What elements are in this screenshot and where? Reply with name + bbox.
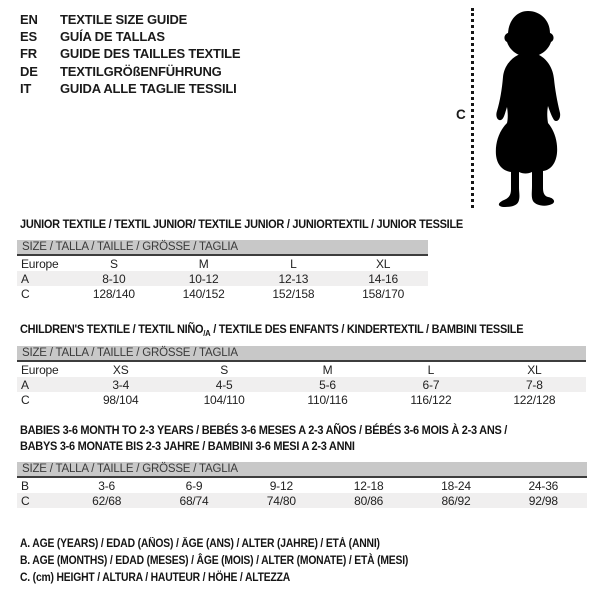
guide-title-en: TEXTILE SIZE GUIDE xyxy=(60,12,188,28)
language-code: ES xyxy=(20,29,37,45)
table-cell: M xyxy=(198,256,209,271)
table-row-europe xyxy=(17,256,428,271)
language-code: FR xyxy=(20,46,37,62)
children-table-title xyxy=(20,322,523,336)
babies-title-line2: BABYS 3-6 MONATE BIS 2-3 JAHRE / BAMBINI 3-6 MESI A 2-3 ANNI xyxy=(20,439,355,453)
legend-line-a: A. AGE (YEARS) / EDAD (AÑOS) / ÂGE (ANS) / ALTER (JAHRE) / ETÀ (ANNI) xyxy=(20,538,380,550)
table-cell: 18-24 xyxy=(441,478,471,493)
table-cell: 74/80 xyxy=(266,493,296,508)
table-cell: S xyxy=(220,362,229,377)
table-row-height xyxy=(17,493,587,508)
children-title-pre: CHILDREN'S TEXTILE / TEXTIL NIÑO xyxy=(20,322,204,336)
table-cell: 116/122 xyxy=(410,392,452,407)
table-cell: 5-6 xyxy=(319,377,336,392)
table-cell: XS xyxy=(112,362,129,377)
row-label: Europe xyxy=(21,256,59,271)
row-label: C xyxy=(21,286,30,301)
row-label: B xyxy=(21,478,29,493)
table-cell: 14-16 xyxy=(368,271,398,286)
table-row-age-months xyxy=(17,478,587,493)
table-cell: 6-9 xyxy=(185,478,203,493)
size-header-bar: SIZE / TALLA / TAILLE / GRÖSSE / TAGLIA xyxy=(17,240,428,256)
table-row-height xyxy=(17,286,428,301)
guide-title-it: GUIDA ALLE TAGLIE TESSILI xyxy=(60,80,237,96)
table-cell: 6-7 xyxy=(422,377,440,392)
table-cell: L xyxy=(290,256,297,271)
row-label: A xyxy=(21,377,29,392)
table-cell: 62/68 xyxy=(92,493,122,508)
legend-line-b: B. AGE (MONTHS) / EDAD (MESES) / ÂGE (MOIS) / ALTER (MONATE) / ETÀ (MESI) xyxy=(20,554,409,567)
table-row-age xyxy=(17,377,586,392)
table-cell: 12-18 xyxy=(353,478,384,493)
language-row-es xyxy=(20,28,240,45)
row-label: C xyxy=(21,493,30,508)
babies-title-line1: BABIES 3-6 MONTH TO 2-3 YEARS / BEBÉS 3-6 MESES A 2-3 AÑOS / BÉBÉS 3-6 MOIS À 2-3 ANS / xyxy=(20,423,508,437)
language-row-de xyxy=(20,63,240,80)
children-title-sub: /A xyxy=(203,327,211,338)
table-cell: 4-5 xyxy=(215,377,233,392)
guide-title-de: TEXTILGRÖßENFÜHRUNG xyxy=(60,63,222,79)
row-label: C xyxy=(21,392,30,407)
row-label: A xyxy=(21,271,29,286)
height-measure-label: C xyxy=(456,107,466,122)
language-list xyxy=(20,11,240,97)
legend-line-c: C. (cm) HEIGHT / ALTURA / HAUTEUR / HÖHE / ALTEZZA xyxy=(20,571,291,584)
table-cell: 7-8 xyxy=(525,377,543,392)
junior-table-title: JUNIOR TEXTILE / TEXTIL JUNIOR/ TEXTILE JUNIOR / JUNIORTEXTIL / JUNIOR TESSILE xyxy=(20,217,463,231)
junior-size-table xyxy=(17,240,428,301)
table-row-age xyxy=(17,271,428,286)
language-row-fr xyxy=(20,45,240,62)
table-cell: 140/152 xyxy=(182,286,225,301)
table-cell: 128/140 xyxy=(92,286,135,301)
table-cell: 80/86 xyxy=(354,493,384,508)
height-dotted-line xyxy=(471,8,474,208)
language-code: IT xyxy=(20,80,32,96)
table-cell: 10-12 xyxy=(188,271,219,286)
guide-title-fr: GUIDE DES TAILLES TEXTILE xyxy=(60,46,241,62)
table-cell: 104/110 xyxy=(203,392,245,407)
table-cell: 92/98 xyxy=(528,493,558,508)
table-row-europe xyxy=(17,362,586,377)
table-cell: 8-10 xyxy=(102,271,126,286)
language-code: EN xyxy=(20,12,38,28)
size-header-bar: SIZE / TALLA / TAILLE / GRÖSSE / TAGLIA xyxy=(17,462,587,478)
table-cell: S xyxy=(109,256,118,271)
table-cell: XL xyxy=(527,362,542,377)
table-cell: 158/170 xyxy=(362,286,405,301)
measure-legend xyxy=(20,536,408,586)
table-cell: 12-13 xyxy=(278,271,309,286)
table-cell: 68/74 xyxy=(179,493,209,508)
language-row-en xyxy=(20,11,240,28)
table-cell: 98/104 xyxy=(102,392,139,407)
children-size-table xyxy=(17,346,586,407)
toddler-silhouette-icon xyxy=(486,9,566,207)
table-cell: 86/92 xyxy=(441,493,471,508)
guide-title-es: GUÍA DE TALLAS xyxy=(60,29,165,45)
table-cell: 122/128 xyxy=(513,392,556,407)
table-cell: 24-36 xyxy=(528,478,559,493)
table-cell: 3-6 xyxy=(98,478,116,493)
babies-table-title xyxy=(20,422,507,454)
babies-size-table xyxy=(17,462,587,508)
table-row-height xyxy=(17,392,586,407)
language-row-it xyxy=(20,80,240,97)
language-code: DE xyxy=(20,63,38,79)
table-cell: 152/158 xyxy=(272,286,315,301)
table-cell: XL xyxy=(375,256,391,271)
children-title-post: / TEXTILE DES ENFANTS / KINDERTEXTIL / BAMBINI TESSILE xyxy=(210,322,524,336)
table-cell: M xyxy=(322,362,333,377)
row-label: Europe xyxy=(21,362,59,377)
table-cell: 9-12 xyxy=(269,478,293,493)
size-header-bar: SIZE / TALLA / TAILLE / GRÖSSE / TAGLIA xyxy=(17,346,586,362)
table-cell: 3-4 xyxy=(112,377,130,392)
table-cell: L xyxy=(427,362,435,377)
table-cell: 110/116 xyxy=(307,392,348,407)
